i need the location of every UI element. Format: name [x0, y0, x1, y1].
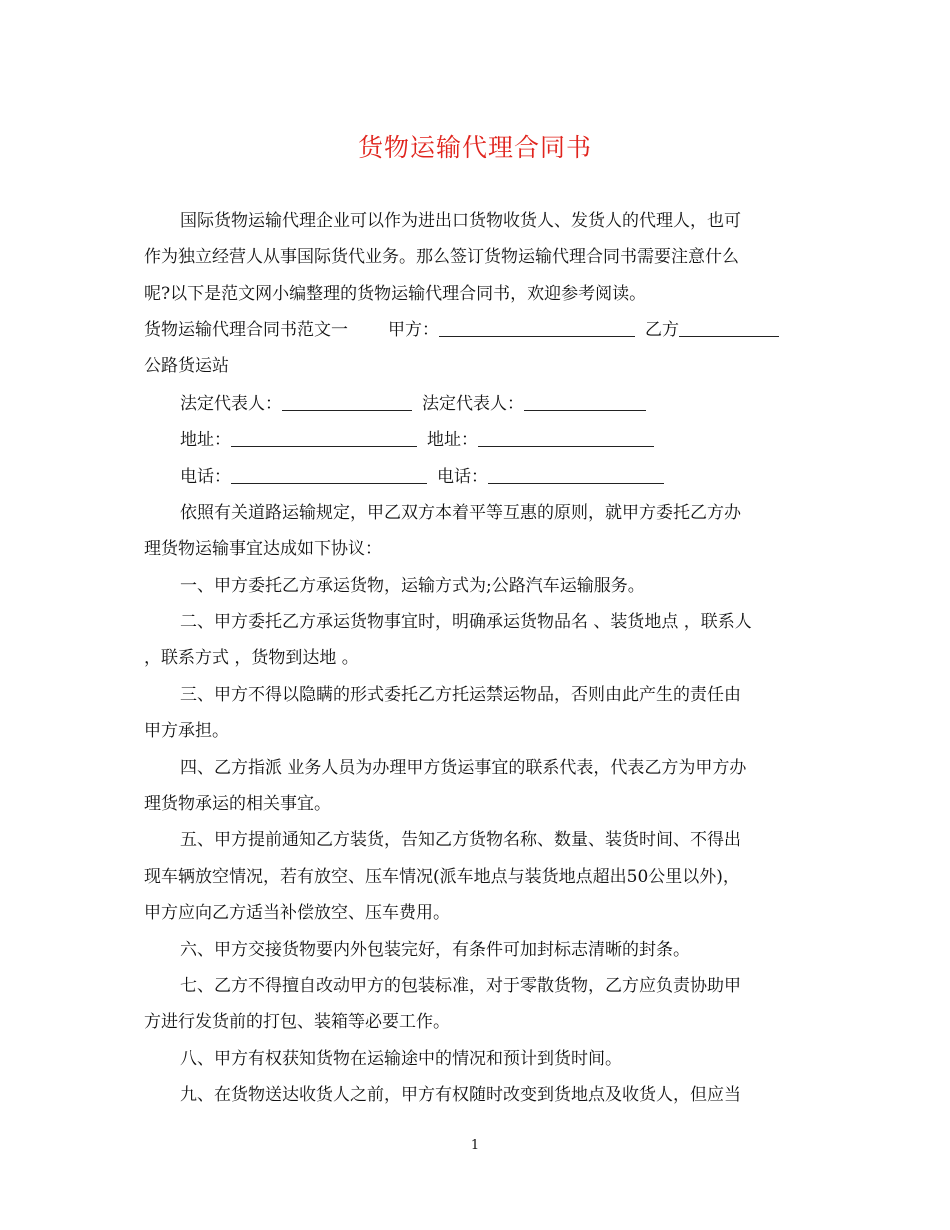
- phone-line: [180, 467, 814, 487]
- rep-label-a: 法定代表人：: [180, 394, 282, 414]
- document-title: 货物运输代理合同书: [357, 133, 592, 162]
- representative-line: [180, 394, 814, 414]
- clause-2-line-2: ，联系方式 ，货物到达地 。: [144, 648, 359, 668]
- address-a-blank: [231, 430, 417, 447]
- clause-4-line-1: 四、乙方指派 业务人员为办理甲方货运事宜的联系代表，代表乙方为甲方办: [180, 758, 747, 778]
- intro-line-3: 呢?以下是范文网小编整理的货物运输代理合同书，欢迎参考阅读。: [144, 284, 647, 304]
- clause-3-line-1: 三、甲方不得以隐瞒的形式委托乙方托运禁运物品，否则由此产生的责任由: [180, 685, 741, 705]
- clause-5-line-3: 甲方应向乙方适当补偿放空、压车费用。: [144, 903, 450, 923]
- party-a-blank: [439, 320, 635, 337]
- clause-4-line-2: 理货物承运的相关事宜。: [144, 794, 331, 814]
- clause-7-line-2: 方进行发货前的打包、装箱等必要工作。: [144, 1012, 450, 1032]
- rep-a-blank: [282, 394, 412, 411]
- party-b-label: 乙方: [645, 320, 679, 340]
- phone-label-b: 电话：: [437, 467, 488, 487]
- address-label-a: 地址：: [180, 430, 231, 450]
- rep-label-b: 法定代表人：: [422, 394, 524, 414]
- address-label-b: 地址：: [427, 430, 478, 450]
- phone-b-blank: [488, 467, 664, 484]
- rep-b-blank: [524, 394, 646, 411]
- address-b-blank: [478, 430, 654, 447]
- clause-7-line-1: 七、乙方不得擅自改动甲方的包装标准，对于零散货物，乙方应负责协助甲: [180, 976, 741, 996]
- intro-line-2: 作为独立经营人从事国际货代业务。那么签订货物运输代理合同书需要注意什么: [144, 247, 739, 267]
- phone-label-a: 电话：: [180, 467, 231, 487]
- page-number: 1: [470, 1138, 480, 1153]
- clause-5-line-2: 现车辆放空情况，若有放空、压车情况(派车地点与装货地点超出50公里以外)，: [144, 867, 740, 887]
- clause-6: 六、甲方交接货物要内外包装完好，有条件可加封标志清晰的封条。: [180, 940, 690, 960]
- clause-1: 一、甲方委托乙方承运货物，运输方式为;公路汽车运输服务。: [180, 576, 645, 596]
- sample-heading: 货物运输代理合同书范文一: [144, 320, 348, 340]
- party-a-label: 甲方：: [388, 320, 439, 340]
- preamble-line-2: 理货物运输事宜达成如下协议：: [144, 539, 382, 559]
- party-b-blank: [679, 320, 779, 337]
- preamble-line-1: 依照有关道路运输规定，甲乙双方本着平等互惠的原则，就甲方委托乙方办: [180, 503, 741, 523]
- party-b-name: 公路货运站: [144, 356, 229, 376]
- parties-line: [144, 320, 814, 340]
- clause-5-line-1: 五、甲方提前通知乙方装货，告知乙方货物名称、数量、装货时间、不得出: [180, 830, 741, 850]
- clause-3-line-2: 甲方承担。: [144, 721, 229, 741]
- clause-9-line-1: 九、在货物送达收货人之前，甲方有权随时改变到货地点及收货人，但应当: [180, 1085, 741, 1105]
- phone-a-blank: [231, 467, 427, 484]
- intro-line-1: 国际货物运输代理企业可以作为进出口货物收货人、发货人的代理人，也可: [180, 211, 741, 231]
- address-line: [180, 430, 814, 450]
- clause-8: 八、甲方有权获知货物在运输途中的情况和预计到货时间。: [180, 1049, 622, 1069]
- clause-2-line-1: 二、甲方委托乙方承运货物事宜时，明确承运货物品名 、装货地点 ，联系人: [180, 612, 752, 632]
